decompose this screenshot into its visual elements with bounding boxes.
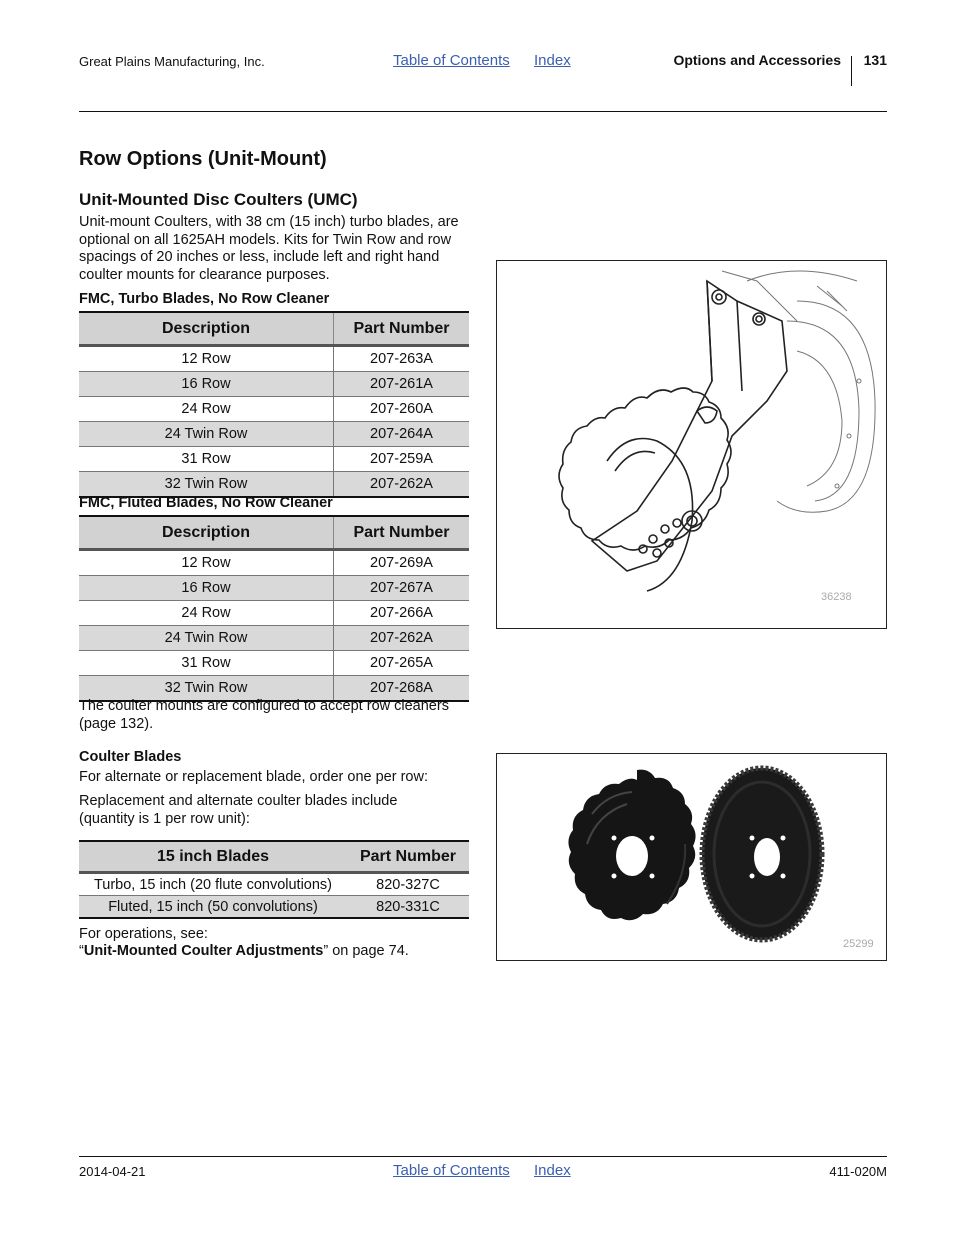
- footer-index-link[interactable]: Index: [534, 1162, 571, 1179]
- table-cell: 32 Twin Row: [79, 676, 334, 702]
- table-cell: 24 Row: [79, 601, 334, 626]
- table2-header-description: Description: [79, 516, 334, 550]
- table-cell: 207-263A: [334, 346, 470, 372]
- page-header: [79, 52, 887, 88]
- table-row: [79, 601, 469, 626]
- table-cell: 31 Row: [79, 651, 334, 676]
- company-name: Great Plains Manufacturing, Inc.: [79, 54, 265, 69]
- blades-paragraph-1: For alternate or replacement blade, order one per row:: [79, 769, 428, 785]
- table-cell: 24 Twin Row: [79, 626, 334, 651]
- table-cell: 207-260A: [334, 397, 470, 422]
- table-cell: 207-266A: [334, 601, 470, 626]
- coulter-mount-figure: [496, 260, 887, 629]
- table-cell: 32 Twin Row: [79, 472, 334, 498]
- table3-header-part-number: Part Number: [347, 841, 469, 873]
- table-cell: 207-262A: [334, 472, 470, 498]
- table3-header-blades: 15 inch Blades: [79, 841, 347, 873]
- footer-rule: [79, 1156, 887, 1157]
- table-row: [79, 397, 469, 422]
- coulter-blades-figure: [496, 753, 887, 961]
- document-number: 411-020M: [829, 1164, 887, 1179]
- turbo-blades-table: [79, 311, 469, 498]
- fluted-blades-table: [79, 515, 469, 702]
- table-row: [79, 873, 469, 896]
- header-toc-link[interactable]: Table of Contents: [393, 52, 510, 69]
- table-cell: 12 Row: [79, 550, 334, 576]
- config-note: The coulter mounts are configured to accept row cleaners (page 132).: [79, 698, 449, 732]
- table-cell: 31 Row: [79, 447, 334, 472]
- table-cell: 12 Row: [79, 346, 334, 372]
- page-number: 131: [863, 52, 887, 68]
- section-title: Options and Accessories: [673, 52, 841, 68]
- table-cell: 207-261A: [334, 372, 470, 397]
- table-cell: 16 Row: [79, 576, 334, 601]
- table-cell: 207-269A: [334, 550, 470, 576]
- table-row: [79, 447, 469, 472]
- footer-date: 2014-04-21: [79, 1164, 146, 1179]
- table-row: [79, 626, 469, 651]
- table-row: [79, 372, 469, 397]
- table-row: [79, 651, 469, 676]
- header-rule: [79, 111, 887, 112]
- operations-reference: [79, 943, 469, 961]
- table-cell: 24 Twin Row: [79, 422, 334, 447]
- header-index-link[interactable]: Index: [534, 52, 571, 69]
- table-cell: 16 Row: [79, 372, 334, 397]
- table-row: [79, 422, 469, 447]
- coulter-blades-heading: Coulter Blades: [79, 749, 182, 765]
- table1-caption: FMC, Turbo Blades, No Row Cleaner: [79, 291, 330, 307]
- table-row: [79, 346, 469, 372]
- figure1-code: 36238: [821, 591, 852, 603]
- table-row: [79, 576, 469, 601]
- footer-toc-link[interactable]: Table of Contents: [393, 1162, 510, 1179]
- page-title: Row Options (Unit-Mount): [79, 148, 327, 170]
- table-cell: 820-327C: [347, 873, 469, 896]
- intro-paragraph: Unit-mount Coulters, with 38 cm (15 inch) turbo blades, are optional on all 1625AH models. Kits for Twin Row and row spacings of 20 inches or less, include left and right hand coulter mounts for clearance purposes.: [79, 214, 459, 283]
- table-cell: Turbo, 15 inch (20 flute convolutions): [79, 873, 347, 896]
- table-row: [79, 550, 469, 576]
- operations-tail: ” on page 74.: [323, 943, 409, 959]
- operations-lead: For operations, see:: [79, 926, 208, 942]
- adjustments-link[interactable]: Unit-Mounted Coulter Adjustments: [83, 943, 324, 959]
- table1-header-part-number: Part Number: [334, 312, 470, 346]
- figure2-code: 25299: [843, 938, 874, 950]
- table-cell: 820-331C: [347, 896, 469, 919]
- table-row: [79, 896, 469, 919]
- table-cell: 207-264A: [334, 422, 470, 447]
- table-cell: 207-262A: [334, 626, 470, 651]
- table-cell: Fluted, 15 inch (50 convolutions): [79, 896, 347, 919]
- coulter-mount-illustration: [497, 261, 886, 628]
- table-row: [79, 472, 469, 498]
- coulter-blades-table: [79, 840, 469, 919]
- table-cell: 207-265A: [334, 651, 470, 676]
- table-cell: 207-259A: [334, 447, 470, 472]
- header-divider: [851, 56, 852, 86]
- table1-header-description: Description: [79, 312, 334, 346]
- table-cell: 24 Row: [79, 397, 334, 422]
- table-cell: 207-268A: [334, 676, 470, 702]
- table-cell: 207-267A: [334, 576, 470, 601]
- blades-paragraph-2: Replacement and alternate coulter blades include (quantity is 1 per row unit):: [79, 793, 398, 827]
- section-subtitle: Unit-Mounted Disc Coulters (UMC): [79, 190, 358, 209]
- open-quote: “: [79, 943, 84, 959]
- table2-caption: FMC, Fluted Blades, No Row Cleaner: [79, 495, 333, 511]
- table2-header-part-number: Part Number: [334, 516, 470, 550]
- coulter-blades-illustration: [497, 754, 886, 960]
